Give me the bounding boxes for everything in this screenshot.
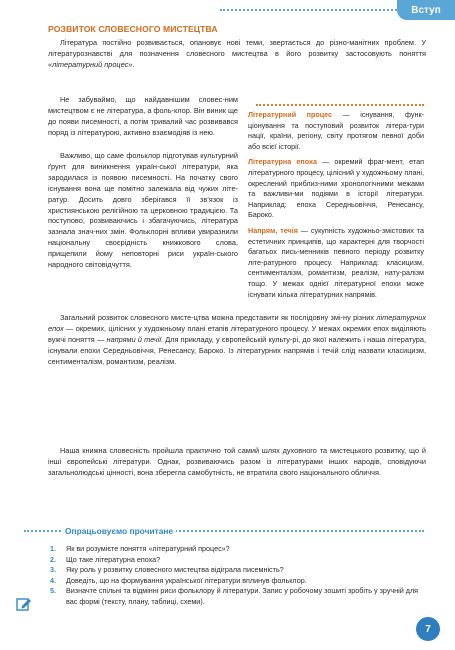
page-number: 7 xyxy=(416,617,440,641)
definition-literary-process: Літературний процес — існування, функ-ціонування та поступовий розвиток літера-тури нації, країни, регіону, світу протягом певної доби або всієї історії. xyxy=(248,110,424,151)
sidebar-divider xyxy=(256,104,424,106)
question-item: 4. Доведіть, що на формування української літератури вплинув фольклор. xyxy=(50,575,307,585)
question-item: 1. Як ви розумієте поняття «літературний процес»? xyxy=(50,544,230,553)
paragraph-folklore: Не забуваймо, що найдавнішим словес-ним мистецтвом є не література, а фоль-клор. Він виник ще до появи писемності, а потім тривалий час розвивався поряд із літературою, активно взаємодіяв із нею. xyxy=(48,95,238,137)
question-item: 5. Визначте спільні та відмінні риси фольклору й літератури. Запис у робочому зошиті зробіть у зручній для вас формі (тексту, плану, таблиці, схеми). xyxy=(50,586,419,606)
definition-literary-epoch: Літературна епоха — окремий фраг-мент, етап літературного процесу, цілісний у художньому плані, окреслений приблиз-ними хронологічними межами та важливи-ми подіями в історії літератури. Наприклад: епоха Середньовіччя, Ренесансу, Бароко. xyxy=(248,157,424,220)
paragraph-epochs: Загальний розвиток словесного мисте-цтва можна представити як послідовну змі-ну різних літературних епох — окремих, цілісних у художньому плані етапів літературного процесу. У межах окремих епох виділяють вужчі поняття — напрями й течії. Для прикладу, у європейській культу-рі, до якої належить і наша література, існували епохи Середньовіччя, Ренесансу, Бароко. Із літературних напрямів і течій слід назвати класицизм, сентименталізм, романтизм, реалізм. xyxy=(48,313,426,366)
paragraph-folklore-role: Важливо, що саме фольклор підготував культурний ґрунт для виникнення україн-ської літератури, яка зародилася із появою писемності. На початку свого існування вона ще помітно залежала від чужих літе-ратур. Досить довго зберігався її зв'язок із християнською релігійною та церковною традицією. Та поступово, розвиваючись і збагачуючись, література зазнала знач-них змін. Фольклорні впливи увиразнили національну своєрідність книжкового слова, прищепили йому неповторні риси україн-ського народного світовідчуття. xyxy=(48,151,238,270)
paragraph-national: Наша книжна словесність пройшла практично той самий шлях духовного та мистецького розвитку, що й інші європейські літератури. Однак, розвиваючись разом із літературами інших народів, сповідуючи загальнолюдські цінності, вона зберегла самобутність, не втратила свого національного обличчя. xyxy=(48,446,426,477)
header-divider xyxy=(220,9,397,11)
question-item: 3. Яку роль у розвитку словесного мистецтва відіграла писемність? xyxy=(50,565,284,575)
chapter-tab xyxy=(397,0,455,20)
definition-trend: Напрям, течія — сукупність художньо-змістових та естетичних принципів, що характерні для творчості багатьох пись-менників певного періоду розвитку літе-ратурного процесу. Наприклад: класицизм, сентименталізм, романтизм, реалізм, нату-ралізм тощо. У межах однієї літературної епохи може існувати кілька літературних напрямів. xyxy=(248,225,424,299)
pencil-note-icon xyxy=(16,596,32,612)
section-title: РОЗВИТОК СЛОВЕСНОГО МИСТЕЦТВА xyxy=(48,24,218,34)
questions-list xyxy=(50,544,420,608)
paragraph-intro: Література постійно розвивається, опановує нові теми, звертається до різно-манітних проблем. У літературознавстві для позначення словесного мистецтва в його розвитку застосовують поняття «літературний процес». xyxy=(48,38,426,69)
questions-title: Опрацьовуємо прочитане xyxy=(62,526,176,536)
definitions-sidebar xyxy=(248,110,424,305)
chapter-tab-label: Вступ xyxy=(411,4,441,16)
question-item: 2. Що таке літературна епоха? xyxy=(50,554,161,564)
